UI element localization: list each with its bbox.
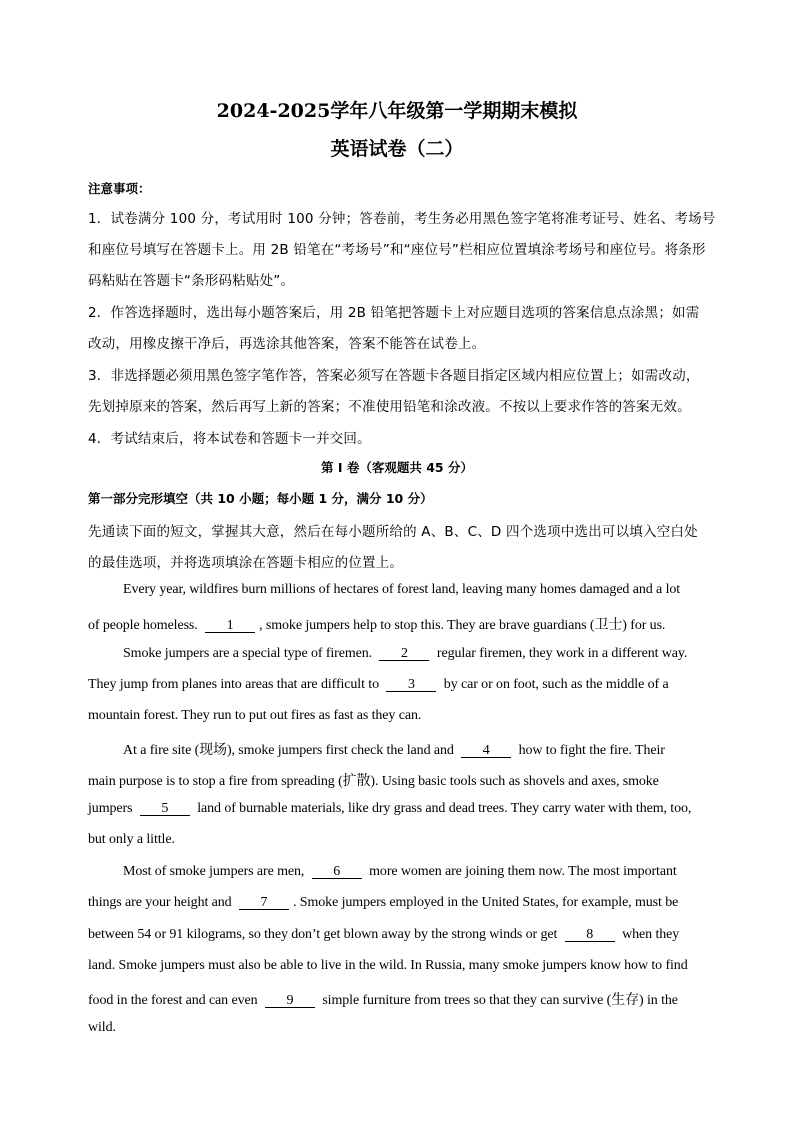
blank-7: 7 — [239, 896, 289, 910]
notice-line: 4．考试结束后，将本试卷和答题卡一并交回。 — [88, 431, 371, 447]
passage-text: Most of smoke jumpers are men, — [123, 864, 305, 879]
passage-text: food in the forest and can even — [88, 993, 258, 1008]
passage-line: main purpose is to stop a fire from spreading (扩散). Using basic tools such as shovels and axes, smoke — [88, 774, 659, 789]
passage-text: when they — [622, 927, 680, 942]
notice-line: 1．试卷满分 100 分，考试用时 100 分钟；答卷前，考生务必用黑色签字笔将准考证号、姓名、考场号 — [88, 211, 716, 227]
instruction-line: 先通读下面的短文，掌握其大意，然后在每小题所给的 A、B、C、D 四个选项中选出可以填入空白处 — [88, 524, 698, 540]
passage-line — [88, 801, 691, 817]
passage-text: jumpers — [88, 801, 133, 816]
notice-line: 改动，用橡皮擦干净后，再选涂其他答案，答案不能答在试卷上。 — [88, 336, 486, 352]
blank-8: 8 — [565, 928, 615, 942]
passage-line: wild. — [88, 1020, 116, 1035]
blank-2: 2 — [379, 647, 429, 661]
notice-line: 先划掉原来的答案，然后再写上新的答案；不准使用铅笔和涂改液。不按以上要求作答的答案无效。 — [88, 399, 691, 415]
passage-text: . Smoke jumpers employed in the United States, for example, must be — [293, 895, 679, 910]
passage-text: of people homeless. — [88, 618, 198, 633]
passage-line: Every year, wildfires burn millions of hectares of forest land, leaving many homes damaged and a lot — [123, 582, 681, 597]
notice-label: 注意事项： — [88, 181, 151, 196]
instruction-line: 的最佳选项，并将选项填涂在答题卡相应的位置上。 — [88, 555, 404, 571]
passage-text: by car or on foot, such as the middle of a — [443, 677, 669, 692]
part-title: 第一部分完形填空（共 10 小题；每小题 1 分，满分 10 分） — [88, 491, 433, 506]
passage-line: but only a little. — [88, 832, 175, 847]
passage-line — [88, 927, 679, 943]
blank-3: 3 — [386, 678, 436, 692]
blank-4: 4 — [461, 744, 511, 758]
passage-line: mountain forest. They run to put out fires as fast as they can. — [88, 708, 422, 723]
notice-line: 2．作答选择题时，选出每小题答案后，用 2B 铅笔把答题卡上对应题目选项的答案信息点涂黑；如需 — [88, 305, 700, 321]
passage-text: They jump from planes into areas that are difficult to — [88, 677, 379, 692]
passage-text: more women are joining them now. The most important — [369, 864, 677, 879]
passage-text: Smoke jumpers are a special type of firemen. — [123, 646, 373, 661]
passage-text: , smoke jumpers help to stop this. They are brave guardians (卫士) for us. — [259, 618, 666, 633]
exam-subtitle: 英语试卷（二） — [330, 138, 464, 160]
passage-line — [88, 895, 678, 911]
blank-6: 6 — [312, 865, 362, 879]
passage-line — [88, 614, 665, 634]
section-title: 第 I 卷（客观题共 45 分） — [321, 460, 473, 475]
passage-text: At a fire site (现场), smoke jumpers first check the land and — [123, 743, 454, 758]
passage-line: land. Smoke jumpers must also be able to live in the wild. In Russia, many smoke jumpers know how to find — [88, 958, 688, 973]
notice-line: 和座位号填写在答题卡上。用 2B 铅笔在“考场号”和“座位号”栏相应位置填涂考场号和座位号。将条形 — [88, 242, 706, 258]
blank-1: 1 — [205, 619, 255, 633]
passage-line — [88, 989, 678, 1009]
passage-line — [123, 864, 677, 880]
notice-line: 3．非选择题必须用黑色签字笔作答，答案必须写在答题卡各题目指定区域内相应位置上；如需改动， — [88, 368, 700, 384]
passage-text: things are your height and — [88, 895, 232, 910]
notice-line: 码粘贴在答题卡“条形码粘贴处”。 — [88, 273, 295, 289]
passage-line — [123, 739, 665, 759]
exam-title: 2024-2025学年八年级第一学期期末模拟 — [216, 100, 578, 122]
passage-line — [123, 646, 687, 662]
passage-text: land of burnable materials, like dry grass and dead trees. They carry water with them, too, — [197, 801, 692, 816]
passage-text: simple furniture from trees so that they can survive (生存) in the — [322, 993, 678, 1008]
passage-text: regular firemen, they work in a different way. — [436, 646, 688, 661]
blank-9: 9 — [265, 994, 315, 1008]
passage-text: between 54 or 91 kilograms, so they don’t get blown away by the strong winds or get — [88, 927, 558, 942]
passage-text: how to fight the fire. Their — [518, 743, 665, 758]
passage-line — [88, 677, 669, 693]
blank-5: 5 — [140, 802, 190, 816]
